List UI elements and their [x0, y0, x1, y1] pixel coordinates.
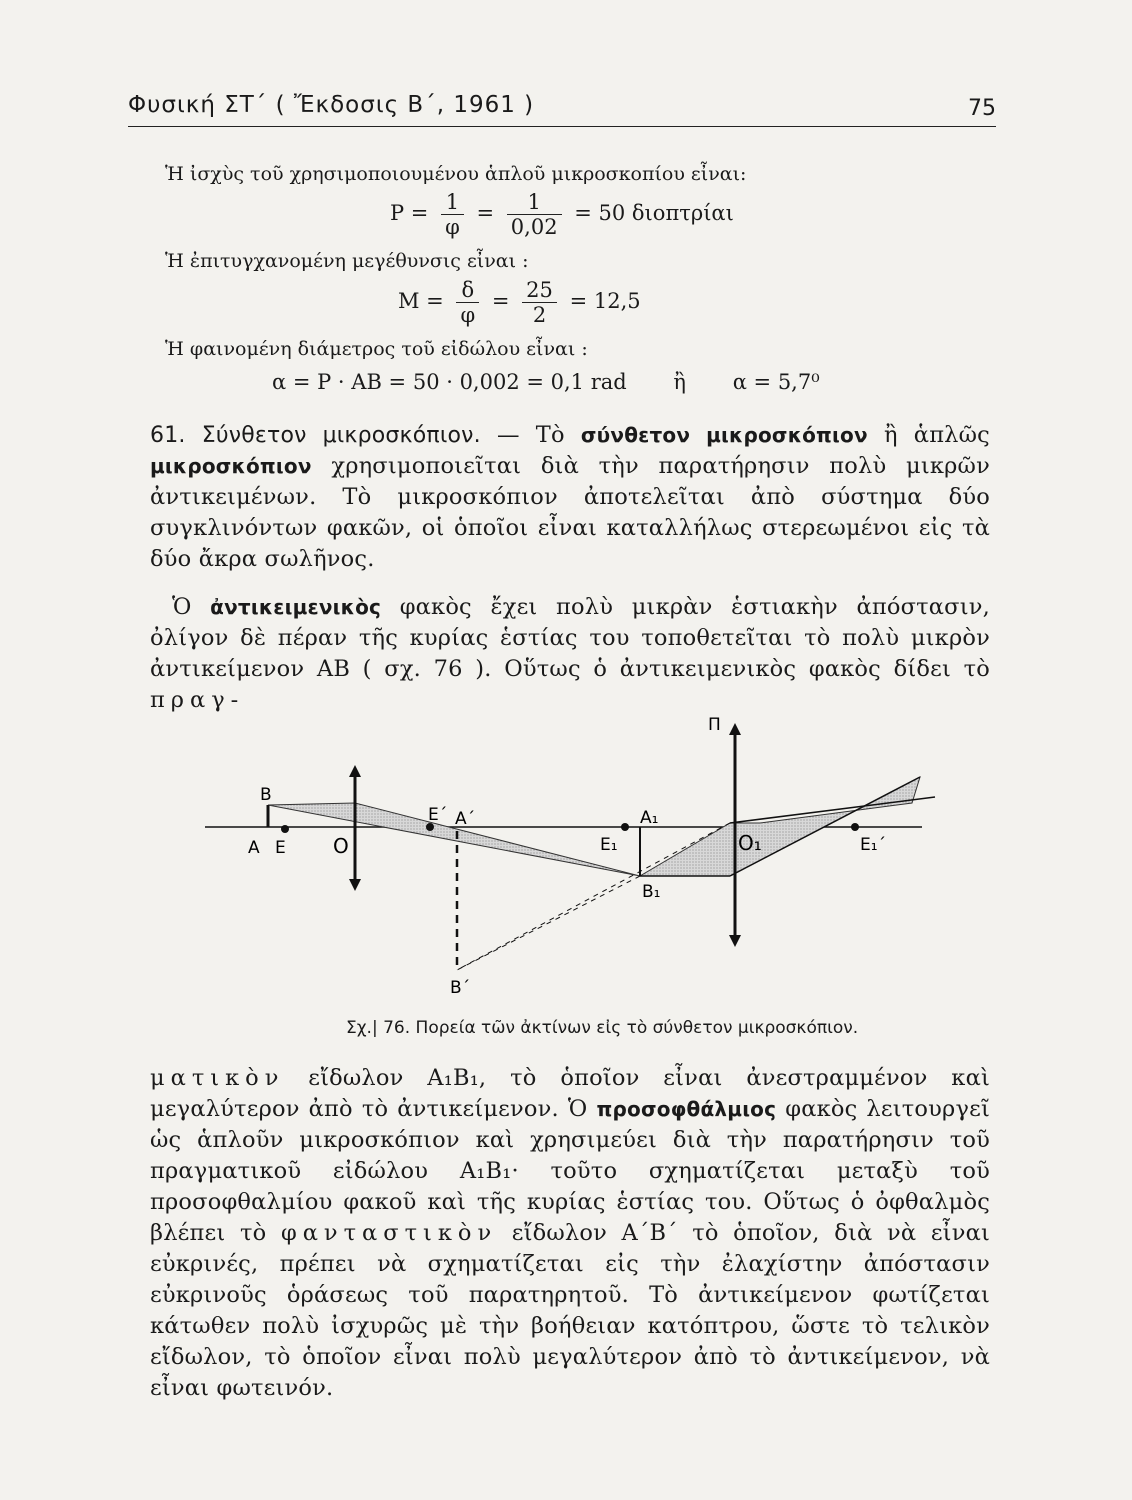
eyepiece-paragraph	[150, 1063, 990, 1404]
equals: =	[491, 289, 510, 313]
alpha-degrees: α = 5,7⁰	[732, 370, 820, 394]
diameter-intro: Ἡ φαινομένη διάμετρος τοῦ εἰδώλου εἶναι :	[165, 338, 588, 360]
spaced-word: ματικὸν	[150, 1065, 285, 1091]
den: φ	[460, 303, 476, 327]
den: 0,02	[510, 215, 558, 239]
power-equation	[390, 190, 734, 239]
alpha-equation	[272, 370, 820, 394]
label-E: E	[275, 838, 286, 858]
num: 1	[507, 190, 562, 215]
label-B: B	[260, 785, 272, 805]
spaced-word: πραγ-	[150, 687, 245, 713]
den: 2	[532, 303, 547, 327]
num: δ	[456, 278, 479, 303]
term-microscope: μικροσκόπιον	[150, 454, 312, 478]
section-61-paragraph	[150, 420, 990, 575]
label-E-prime: E΄	[428, 805, 448, 825]
text: φακὸς ἔχει πολὺ μικρὰν ἑστιακὴν ἀπόστασιν, ὀλίγον δὲ πέραν τῆς κυρίας ἑστίας του τοποθετεῖται τὸ πολὺ μικρὸν ἀντικείμενον ΑΒ ( σχ. 76 ). Οὕτως ὁ ἀντικειμενικὸς φακὸς δίδει τὸ	[150, 594, 990, 682]
den: φ	[445, 215, 460, 239]
term-objective: ἀντικειμενικὸς	[210, 595, 382, 619]
objective-paragraph	[150, 592, 990, 716]
fraction-1-002	[507, 190, 562, 239]
term-compound-microscope: σύνθετον μικροσκόπιον	[580, 423, 868, 447]
page-number: 75	[968, 96, 996, 121]
text: φακὸς λειτουργεῖ ὡς ἁπλοῦν μικροσκόπιον καὶ χρησιμεύει διὰ τὴν παρατήρησιν τοῦ πραγματικοῦ εἰδώλου A₁B₁· τοῦτο σχηματίζεται μεταξὺ τοῦ προσοφθαλμίου φακοῦ καὶ τῆς κυρίας ἑστίας του. Οὕτως ὁ ὀφθαλμὸς βλέπει τὸ	[150, 1096, 990, 1246]
fraction-1-phi	[441, 190, 464, 239]
alpha-or: ἢ	[673, 370, 686, 394]
shaded-beam-objective	[268, 803, 640, 876]
magnification-equation	[398, 278, 641, 327]
section-number: 61.	[150, 423, 186, 448]
label-A-prime: A΄	[455, 809, 476, 829]
label-A1: A₁	[640, 808, 659, 828]
spaced-word: φανταστικὸν	[280, 1220, 498, 1246]
fraction-25-2	[522, 278, 557, 327]
figure-caption: Σχ.| 76. Πορεία τῶν ἀκτίνων εἰς τὸ σύνθετον μικροσκόπιον.	[346, 1018, 859, 1038]
fraction-delta-phi	[456, 278, 479, 327]
power-intro: Ἡ ἰσχὺς τοῦ χρησιμοποιουμένου ἁπλοῦ μικροσκοπίου εἶναι:	[165, 163, 747, 185]
label-E1-prime: E₁΄	[860, 835, 887, 855]
label-A: A	[248, 838, 260, 858]
text: χρησιμοποιεῖται διὰ τὴν παρατήρησιν πολὺ μικρῶν ἀντικειμένων. Τὸ μικροσκόπιον ἀποτελεῖται ἀπὸ σύστημα δύο συγκλινόντων φακῶν, οἱ ὁποῖοι εἶναι καταλλήλως στερεωμένοι εἰς τὰ δύο ἄκρα σωλῆνος.	[150, 453, 990, 572]
label-B-prime: B΄	[450, 978, 471, 998]
term-eyepiece: προσοφθάλμιος	[596, 1097, 777, 1121]
magnification-intro: Ἡ ἐπιτυγχανομένη μεγέθυνσις εἶναι :	[165, 250, 529, 272]
book-title: Φυσική ΣΤ΄ ( Ἔκδοσις Β΄, 1961 )	[128, 92, 535, 118]
label-O1: O₁	[738, 831, 762, 855]
alpha-calc: α = P · AB = 50 · 0,002 = 0,1 rad	[272, 370, 627, 394]
label-E1: E₁	[600, 835, 618, 855]
m-result: = 12,5	[569, 289, 641, 313]
section-dash: — Τὸ	[496, 422, 565, 448]
num: 1	[441, 190, 464, 215]
num: 25	[522, 278, 557, 303]
label-O: O	[333, 834, 349, 858]
label-Pi: Π	[708, 715, 721, 735]
m-label: M =	[398, 289, 444, 313]
label-B1: B₁	[642, 882, 661, 902]
section-title: Σύνθετον μικροσκόπιον.	[201, 423, 481, 448]
p-label: P =	[390, 201, 429, 225]
p-result: = 50 διοπτρίαι	[574, 201, 734, 225]
text: εἴδωλον A₁B₁, τὸ ὁποῖον εἶναι ἀνεστραμμένον καὶ μεγαλύτερον ἀπὸ τὸ ἀντικείμενον. Ὁ	[150, 1065, 990, 1122]
microscope-ray-diagram	[200, 705, 940, 1005]
equals: =	[476, 201, 495, 225]
text: ἁπλῶς	[913, 422, 990, 448]
text: Ὁ	[172, 594, 192, 620]
running-header	[128, 88, 996, 127]
text: εἴδωλον Α΄Β΄ τὸ ὁποῖον, διὰ νὰ εἶναι εὐκρινές, πρέπει νὰ σχηματίζεται εἰς τὴν ἐλαχίστην ἀπόστασιν εὐκρινοῦς ὁράσεως τοῦ παρατηρητοῦ. Τὸ ἀντικείμενον φωτίζεται κάτωθεν πολὺ ἰσχυρῶς μὲ τὴν βοήθειαν κατόπτρου, ὥστε τὸ τελικὸν εἴδωλον, τὸ ὁποῖον εἶναι πολὺ μεγαλύτερον ἀπὸ τὸ ἀντικείμενον, νὰ εἶναι φωτεινόν.	[150, 1220, 990, 1401]
text: ἢ	[883, 422, 898, 448]
